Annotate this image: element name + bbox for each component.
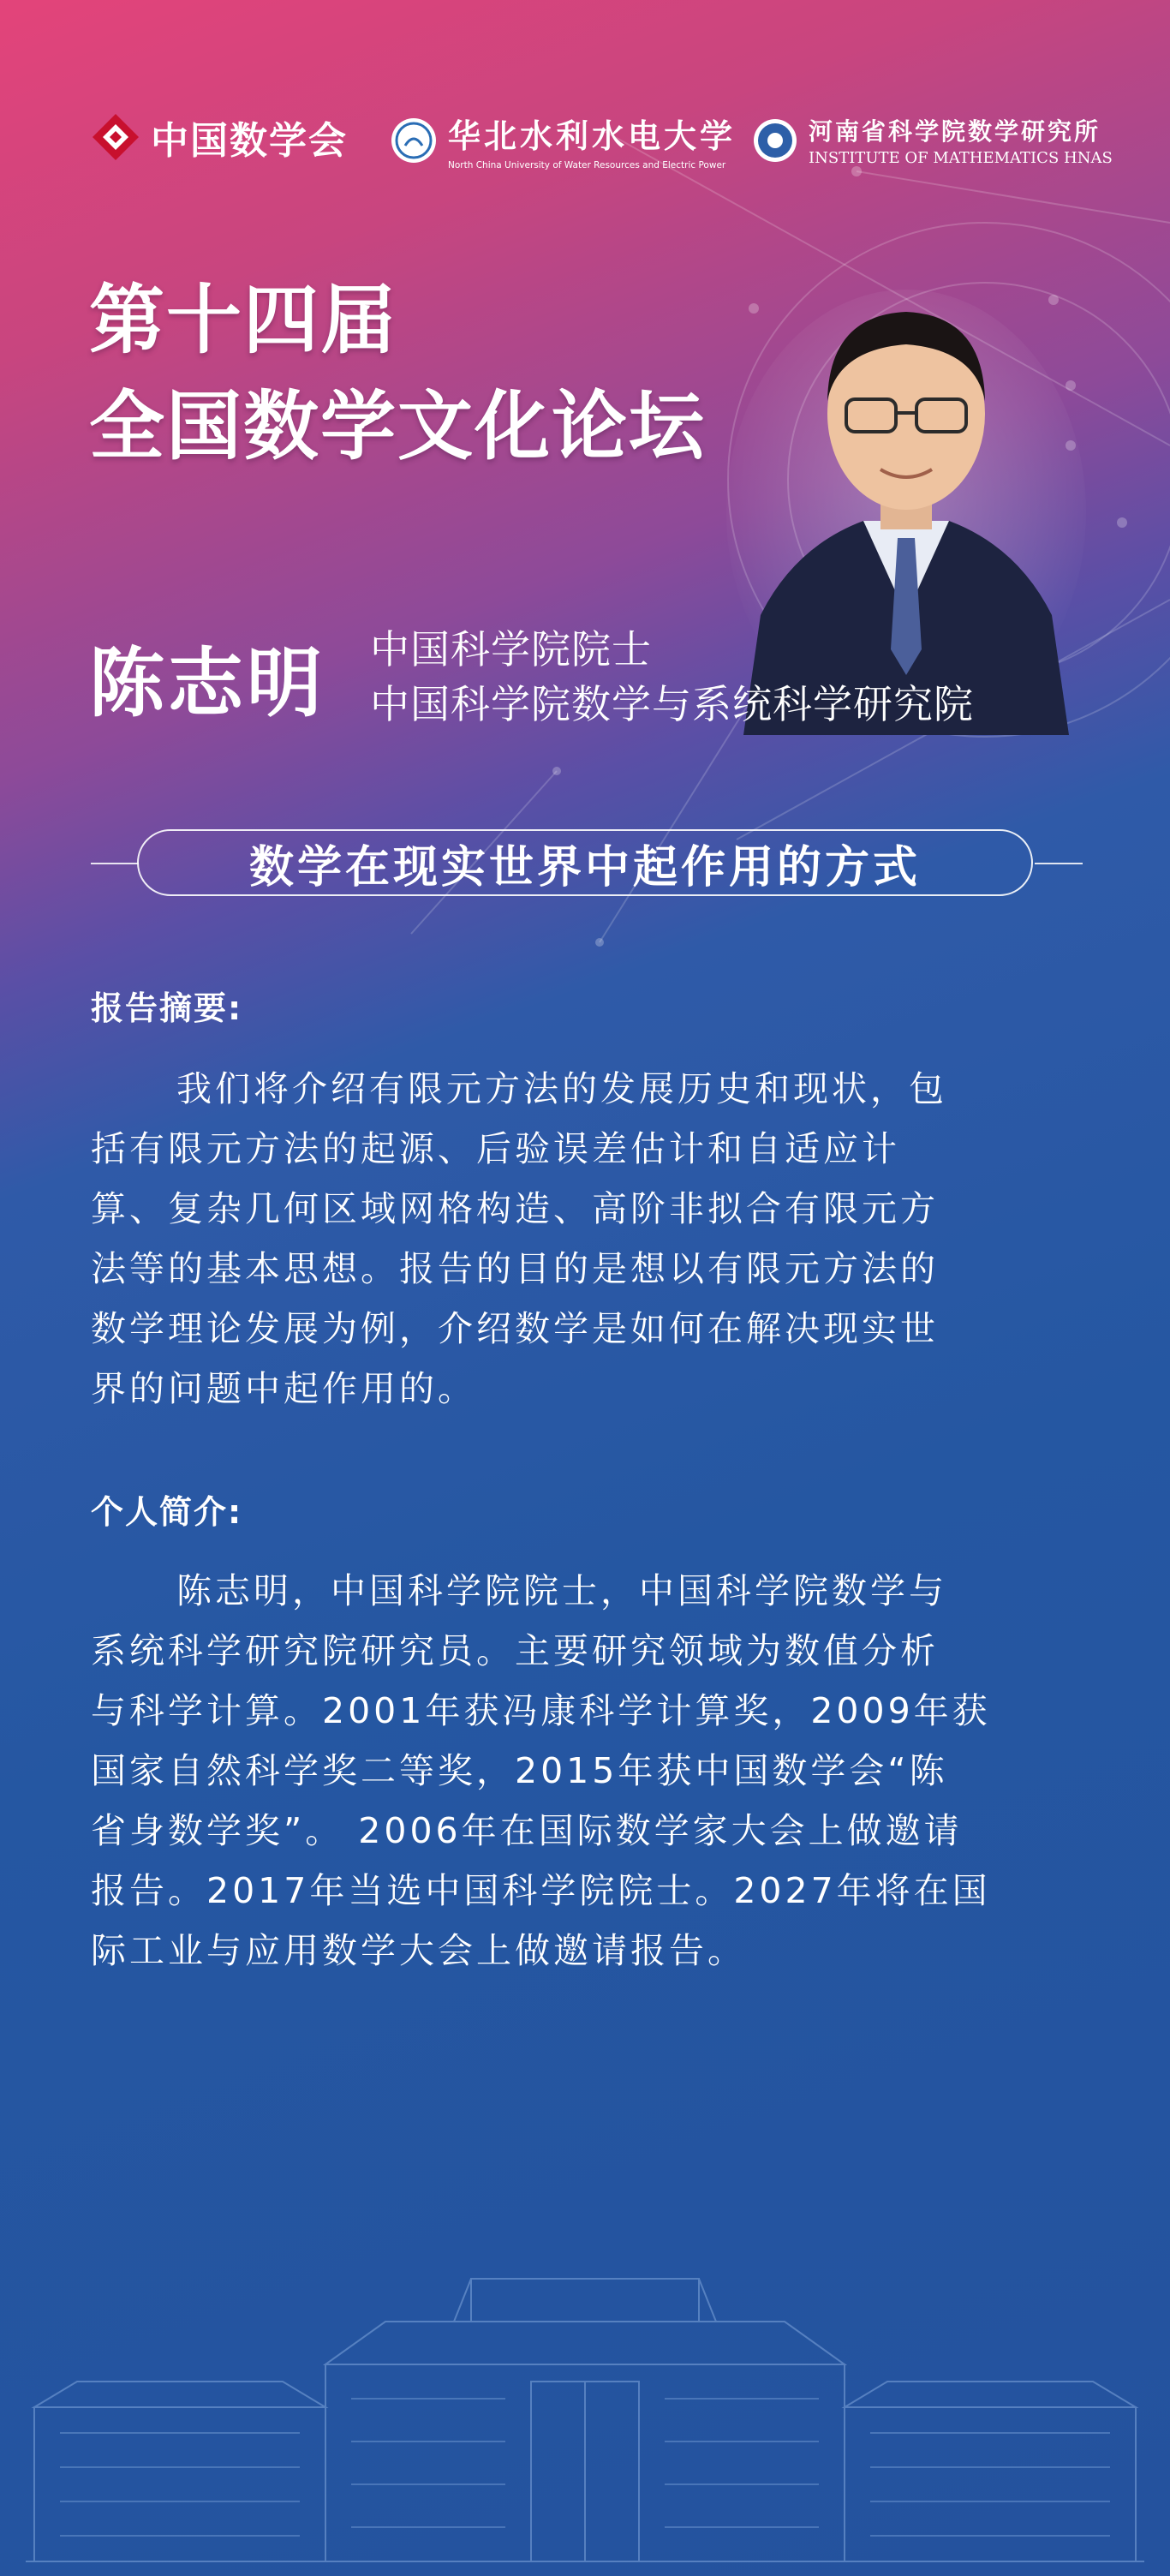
bio-line: 陈志明，中国科学院院士，中国科学院数学与	[176, 1570, 947, 1611]
hnas-logo-name: 河南省科学院数学研究所	[809, 117, 1101, 146]
speaker-name: 陈志明	[89, 639, 326, 727]
abstract-line: 括有限元方法的起源、后验误差估计和自适应计	[91, 1128, 900, 1169]
topic-divider-right	[1035, 863, 1083, 864]
hnas-logo-icon	[752, 117, 798, 164]
hnas-logo-english: INSTITUTE OF MATHEMATICS HNAS	[809, 149, 1113, 167]
abstract-line: 数学理论发展为例，介绍数学是如何在解决现实世	[91, 1308, 939, 1349]
ncwu-logo-english: North China University of Water Resources and Electric Power	[448, 160, 726, 170]
ncwu-logo-icon	[390, 117, 438, 164]
abstract-line: 我们将介绍有限元方法的发展历史和现状，包	[176, 1068, 947, 1109]
abstract-line: 法等的基本思想。报告的目的是想以有限元方法的	[91, 1248, 939, 1289]
bio-line: 际工业与应用数学大会上做邀请报告。	[91, 1930, 746, 1971]
abstract-line: 界的问题中起作用的。	[91, 1368, 476, 1409]
speaker-title-2: 中国科学院数学与系统科学研究院	[370, 681, 974, 727]
talk-topic	[137, 829, 1033, 896]
bio-body	[91, 1561, 1084, 1981]
forum-title	[89, 267, 706, 480]
building-illustration	[26, 2262, 1144, 2570]
bio-line: 国家自然科学奖二等奖，2015年获中国数学会“陈	[91, 1750, 948, 1791]
bio-line: 省身数学奖”。 2006年在国际数学家大会上做邀请	[91, 1810, 963, 1851]
bio-line: 与科学计算。2001年获冯康科学计算奖，2009年获	[91, 1690, 991, 1731]
ncwu-logo	[390, 110, 736, 170]
cms-logo-name: 中国数学会	[151, 119, 348, 163]
speaker-portrait	[726, 255, 1086, 735]
bio-line: 系统科学研究院研究员。主要研究领域为数值分析	[91, 1630, 939, 1671]
ncwu-logo-name: 华北水利水电大学	[448, 117, 737, 155]
cms-logo-icon	[91, 112, 140, 162]
topic-divider-left	[91, 863, 139, 864]
speaker-title-1: 中国科学院院士	[370, 626, 652, 672]
abstract-heading: 报告摘要:	[91, 989, 243, 1027]
forum-title-line2: 全国数学文化论坛	[89, 382, 707, 470]
bio-heading: 个人简介:	[91, 1493, 243, 1531]
hnas-logo	[752, 113, 1113, 167]
cms-logo	[91, 110, 348, 164]
forum-title-line1: 第十四届	[89, 276, 398, 364]
bio-line: 报告。2017年当选中国科学院院士。2027年将在国	[91, 1870, 991, 1911]
abstract-body	[91, 1059, 1084, 1419]
abstract-line: 算、复杂几何区域网格构造、高阶非拟合有限元方	[91, 1188, 939, 1229]
talk-topic-text: 数学在现实世界中起作用的方式	[248, 841, 921, 894]
